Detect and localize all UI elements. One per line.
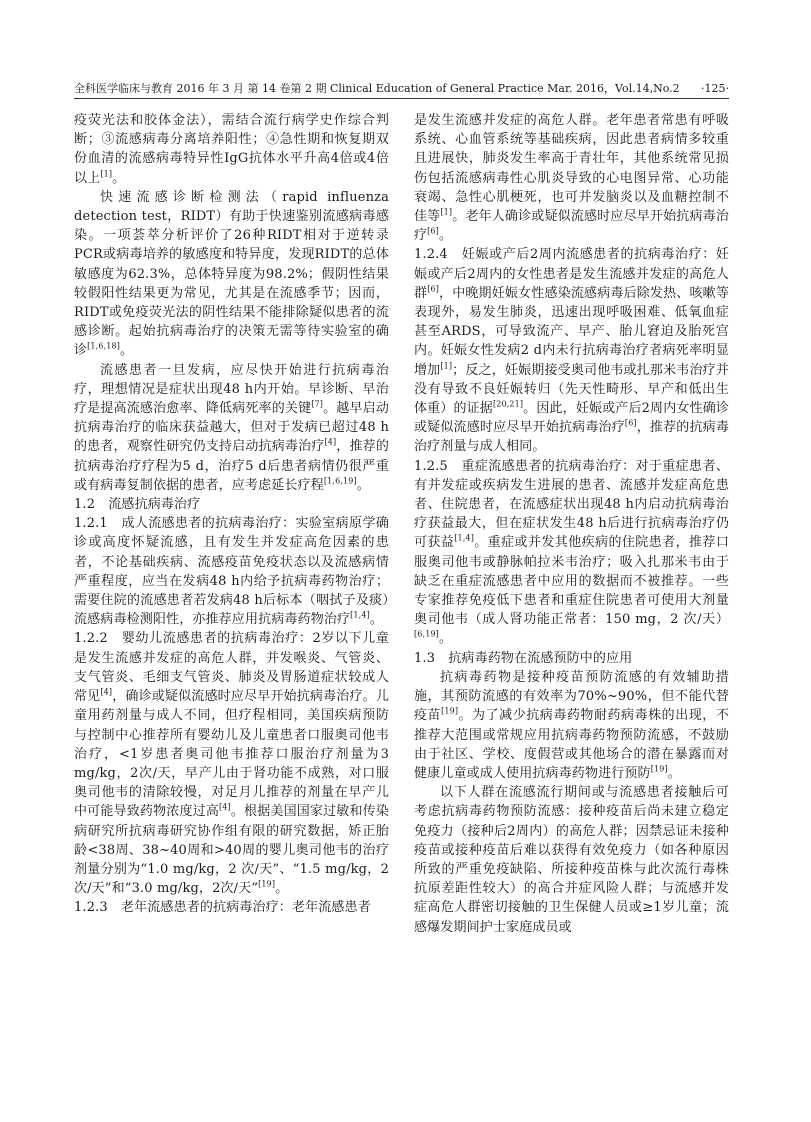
subsection-heading: 1.2.1 成人流感患者的抗病毒治疗： [74,516,296,532]
paragraph: 疫荧光法和胶体金法），需结合流行病学史作综合判断；③流感病毒分离培养阳性；④急性期和恢复期双份血清的流感病毒特异性IgG抗体水平升高4倍或4倍以上[1]。 [74,113,389,186]
paragraph: 1.2.5 重症流感患者的抗病毒治疗：对于重症患者、有并发症或疾病发生进展的患者、流感并发症高危患者、住院患者，在流感症状出现48 h内启动抗病毒治疗获益最大，但在症状发生48 h后进行抗病毒治疗仍可获益[1,4]。重症或并发其他疾病的住院患者，推荐口服奥司他韦或静脉帕拉米韦治疗；吸入扎那米韦由于缺乏在重症流感患者中应用的数据而不被推荐。一些专家推荐免疫低下患者和重症住院患者可使用大剂量奥司他韦（成人肾功能正常者：150 mg，2 次/天）[6,19]。 [414,458,729,647]
paragraph: 快速流感诊断检测法（rapid influenza detection test，RIDT）有助于快速鉴别流感病毒感染。一项荟萃分析评价了26种RIDT相对于逆转录PCR或病毒培养的敏感度和特异度，发现RIDT的总体敏感度为62.3%，总体特异度为98.2%；假阴性结果较假阳性结果更为常见，尤其是在流感季节；因而，RIDT或免疫荧光法的阴性结果不能排除疑似患者的流感诊断。起始抗病毒治疗的决策无需等待实验室的确诊[1,6,18]。 [74,189,389,359]
subsection-heading: 1.2.4 妊娠或产后2周内流感患者的抗病毒治疗： [414,247,716,263]
paragraph: 1.2.4 妊娠或产后2周内流感患者的抗病毒治疗：妊娠或产后2周内的女性患者是发生流感并发症的高危人群[6]，中晚期妊娠女性感染流感病毒后除发热、咳嗽等表现外，易发生肺炎，迅速出现呼吸困难、低氧血症甚至ARDS，可导致流产、早产、胎儿窘迫及胎死宫内。妊娠女性发病2 d内未行抗病毒治疗者病死率明显增加[1]；反之，妊娠期接受奥司他韦或扎那米韦治疗并没有导致不良妊娠转归（先天性畸形、早产和低出生体重）的证据[20,21]。因此，妊娠或产后2周内女性确诊或疑似流感时应尽早开始抗病毒治疗[6]，推荐的抗病毒治疗剂量与成人相同。 [414,247,730,455]
subsection-heading: 1.2.5 重症流感患者的抗病毒治疗： [414,458,636,474]
paragraph: 以下人群在流感流行期间或与流感患者接触后可考虑抗病毒药物预防流感：接种疫苗后尚未建立稳定免疫力（接种后2周内）的高危人群；因禁忌证未接种疫苗或接种疫苗后难以获得有效免疫力（如各种原因所致的严重免疫缺陷、所接种疫苗株与此次流行毒株抗原差距性较大）的高合并症风险人群；与流感并发症高危人群密切接触的卫生保健人员或≥1岁儿童；流感爆发期间护士家庭成员或 [414,785,729,935]
running-header [74,80,729,98]
paragraph: 流感患者一旦发病，应尽快开始进行抗病毒治疗，理想情况是症状出现48 h内开始。早诊断、早治疗是提高流感治愈率、降低病死率的关键[7]。越早启动抗病毒治疗的临床获益越大，但对于发病已超过48 h的患者，观察性研究仍支持启动抗病毒治疗[4]，推荐的抗病毒治疗疗程为5 d，治疗5 d后患者病情仍很严重或有病毒复制依据的患者，应考虑延长疗程[1,6,19]。 [74,362,389,493]
paragraph: 是发生流感并发症的高危人群。老年患者常患有呼吸系统、心血管系统等基础疾病，因此患者病情多较重且进展快，肺炎发生率高于青壮年，其他系统常见损伤包括流感病毒性心肌炎导致的心电图异常、心功能衰竭、急性心肌梗死，也可并发脑炎以及血糖控制不佳等[1]。老年人确诊或疑似流感时应尽早开始抗病毒治疗[6]。 [414,113,729,244]
right-column [414,111,729,937]
subsection-heading: 1.2.2 婴幼儿流感患者的抗病毒治疗： [74,631,313,647]
paragraph: 1.2.3 老年流感患者的抗病毒治疗：老年流感患者 [74,900,371,916]
subsection-heading: 1.2.3 老年流感患者的抗病毒治疗： [74,900,292,916]
journal-citation: 全科医学临床与教育 2016 年 3 月 第 14 卷第 2 期 Clinical Education of General Practice Mar. 2016，Vol.14,No.2 [74,82,680,95]
section-heading: 1.3 抗病毒药物在流感预防中的应用 [414,650,633,666]
left-column [74,111,389,918]
section-heading: 1.2 流感抗病毒治疗 [74,497,201,513]
paragraph: 1.2.1 成人流感患者的抗病毒治疗：实验室病原学确诊或高度怀疑流感，且有发生并发症高危因素的患者，不论基础疾病、流感疫苗免疫状态以及流感病情严重程度，应当在发病48 h内给予抗病毒药物治疗；需要住院的流感患者若发病48 h后标本（咽拭子及痰）流感病毒检测阳性，亦推荐应用抗病毒药物治疗[1,4]。 [74,516,389,628]
paragraph: 1.2.2 婴幼儿流感患者的抗病毒治疗：2岁以下儿童是发生流感并发症的高危人群，并发喉炎、气管炎、支气管炎、毛细支气管炎、肺炎及胃肠道症状较成人常见[4]，确诊或疑似流感时应尽早开始抗病毒治疗。儿童用药剂量与成人不同，但疗程相同，美国疾病预防与控制中心推荐所有婴幼儿及儿童患者口服奥司他韦治疗，<1岁患者奥司他韦推荐口服治疗剂量为3 mg/kg，2次/天，早产儿由于肾功能不成熟，对口服奥司他韦的清除较慢，对足月儿推荐的剂量在早产儿中可能导致药物浓度过高[4]。根据美国国家过敏和传染病研究所抗病毒研究协作组有限的研究数据，矫正胎龄<38周、38~40周和>40周的婴儿奥司他韦的治疗剂量分别为“1.0 mg/kg，2 次/天”、“1.5 mg/kg，2 次/天”和“3.0 mg/kg，2次/天”[19]。 [74,631,390,897]
page-number: ·125· [701,82,729,95]
paragraph: 抗病毒药物是接种疫苗预防流感的有效辅助措施，其预防流感的有效率为70%~90%，但不能代替疫苗[19]。为了减少抗病毒药物耐药病毒株的出现，不推荐大范围或常规应用抗病毒药物预防流感，不鼓励由于社区、学校、度假营或其他场合的潜在暴露而对健康儿童或成人使用抗病毒药物进行预防[19]。 [414,669,729,781]
header-rule [74,98,729,99]
